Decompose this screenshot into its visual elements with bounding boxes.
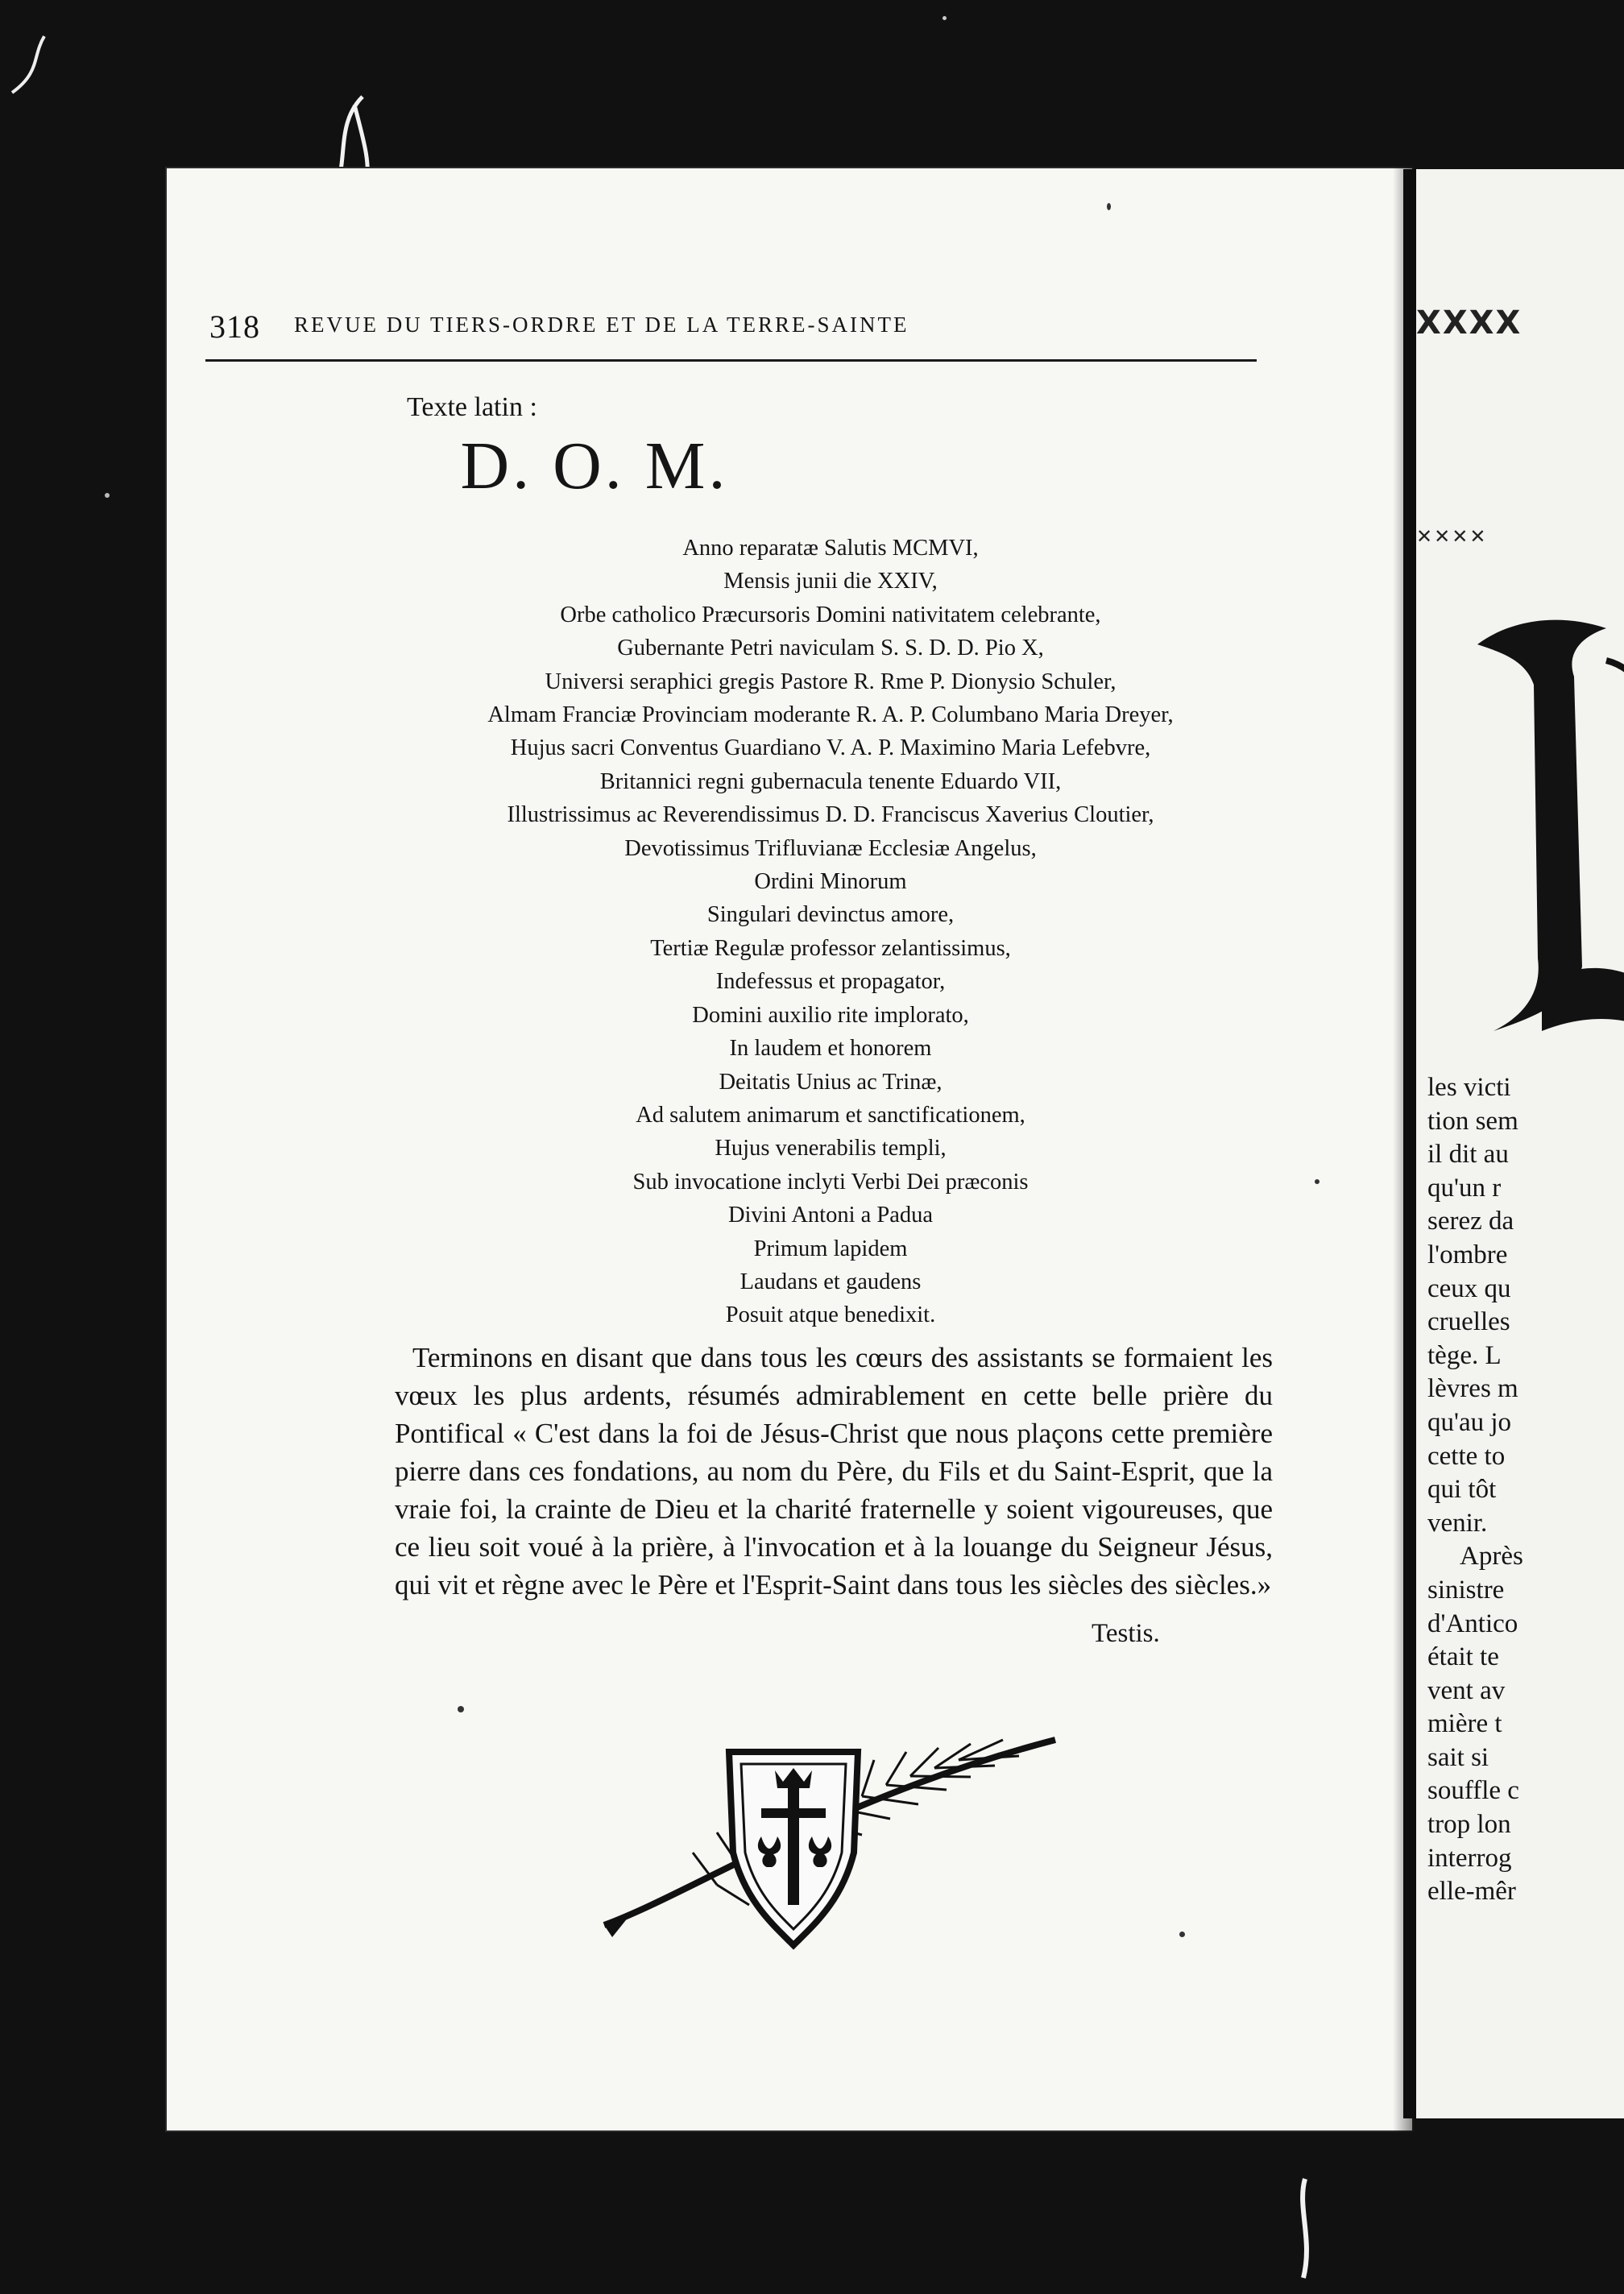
text-line: cette to xyxy=(1427,1441,1506,1471)
running-head xyxy=(209,308,1257,356)
scan-speck xyxy=(1179,1932,1185,1937)
shield-palm-emblem-icon xyxy=(596,1732,1063,1957)
inscription-line: Singulari devinctus amore, xyxy=(706,902,955,928)
text-line: venir. xyxy=(1427,1508,1488,1538)
inscription-line: Anno reparatæ Salutis MCMVI, xyxy=(682,536,979,561)
inscription-line: Tertiæ Regulæ professor zelantissimus, xyxy=(650,935,1011,961)
text-line: qu'au jo xyxy=(1427,1407,1512,1437)
text-line: était te xyxy=(1427,1642,1499,1672)
text-line: mière t xyxy=(1427,1709,1502,1739)
header-rule xyxy=(205,359,1257,362)
inscription-line: Ordini Minorum xyxy=(754,869,907,895)
text-line: les victi xyxy=(1427,1073,1511,1102)
inscription-line: Mensis junii die XXIV, xyxy=(723,569,938,594)
text-line: d'Antico xyxy=(1427,1609,1518,1638)
scan-speck xyxy=(105,493,110,498)
inscription-line: Domini auxilio rite implorato, xyxy=(692,1002,969,1028)
drop-cap-ornament-icon xyxy=(1445,612,1624,1047)
scan-speck xyxy=(1315,1179,1320,1184)
inscription-line: Posuit atque benedixit. xyxy=(725,1302,936,1328)
ornament-band-small: ✕✕✕✕ xyxy=(1416,525,1488,548)
ornament-band: XXXX xyxy=(1416,304,1522,342)
text-line: Après xyxy=(1460,1542,1523,1571)
text-line: trop lon xyxy=(1427,1810,1511,1840)
text-line: sait si xyxy=(1427,1742,1489,1772)
dom-title: D. O. M. xyxy=(460,429,729,503)
scan-speck xyxy=(1107,203,1111,210)
inscription-line: Devotissimus Trifluvianæ Ecclesiæ Angelus, xyxy=(624,835,1037,861)
signature: Testis. xyxy=(1092,1619,1160,1648)
scan-mark xyxy=(1289,2175,1321,2280)
latin-inscription xyxy=(375,532,1286,1332)
closing-paragraph: Terminons en disant que dans tous les cœurs des assistants se formaient les vœux les plus ardents, résumés admirablement en cette belle prière du Pontifical « C'est dans la foi de Jésus-Christ que nous plaçons cette première pierre dans ces fondations, au nom du Père, du Fils et du Saint-Esprit, que la vraie foi, la crainte de Dieu et la charité fraternelle y soient vigoureuses, que ce lieu soit voué à la prière, à l'invocation et à la louange du Seigneur Jésus, qui vit et règne avec le Père et l'Esprit-Saint dans tous les siècles des siècles.» xyxy=(395,1342,1273,1600)
inscription-line: Hujus sacri Conventus Guardiano V. A. P. Maximino Maria Lefebvre, xyxy=(510,735,1151,761)
text-line: lèvres m xyxy=(1427,1374,1518,1404)
text-line: tion sem xyxy=(1427,1106,1518,1136)
running-title: REVUE DU TIERS-ORDRE ET DE LA TERRE-SAINTE xyxy=(294,313,909,337)
inscription-line: Hujus venerabilis templi, xyxy=(715,1136,947,1161)
text-line: qu'un r xyxy=(1427,1173,1502,1203)
text-line: sinistre xyxy=(1427,1575,1505,1605)
inscription-line: Sub invocatione inclyti Verbi Dei præconis xyxy=(632,1169,1029,1195)
dom-title-row xyxy=(0,427,1624,505)
inscription-line: Gubernante Petri naviculam S. S. D. D. Pio X, xyxy=(617,636,1044,661)
inscription-line: Universi seraphici gregis Pastore R. Rme P. Dionysio Schuler, xyxy=(545,669,1116,694)
scan-speck xyxy=(458,1706,464,1712)
inscription-line: Almam Franciæ Provinciam moderante R. A. P. Columbano Maria Dreyer, xyxy=(487,702,1174,728)
inscription-line: Deitatis Unius ac Trinæ, xyxy=(719,1069,942,1095)
text-line: qui tôt xyxy=(1427,1475,1497,1505)
scan-speck xyxy=(942,16,947,20)
text-line: ceux qu xyxy=(1427,1273,1511,1303)
text-line: serez da xyxy=(1427,1207,1514,1236)
right-page-text xyxy=(1427,1071,1624,1909)
text-line: il dit au xyxy=(1427,1140,1509,1170)
inscription-line: Laudans et gaudens xyxy=(740,1269,922,1294)
inscription-line: Orbe catholico Præcursoris Domini nativitatem celebrante, xyxy=(560,602,1101,627)
text-line: interrog xyxy=(1427,1843,1512,1873)
text-line: vent av xyxy=(1427,1675,1506,1705)
inscription-line: Divini Antoni a Padua xyxy=(727,1203,934,1228)
scan-mark xyxy=(8,32,56,97)
page-number: 318 xyxy=(209,308,260,345)
text-line: elle-mêr xyxy=(1427,1877,1516,1907)
intro-label: Texte latin : xyxy=(407,392,537,422)
inscription-line: Illustrissimus ac Reverendissimus D. D. Franciscus Xaverius Cloutier, xyxy=(507,802,1154,828)
inscription-line: Ad salutem animarum et sanctificationem, xyxy=(636,1102,1025,1128)
inscription-line: Britannici regni gubernacula tenente Eduardo VII, xyxy=(599,768,1062,794)
inscription-line: In laudem et honorem xyxy=(729,1036,932,1062)
text-line: souffle c xyxy=(1427,1776,1519,1806)
inscription-line: Primum lapidem xyxy=(753,1236,908,1261)
text-line: tège. L xyxy=(1427,1340,1502,1370)
inscription-line: Indefessus et propagator, xyxy=(715,969,946,995)
text-line: cruelles xyxy=(1427,1307,1510,1337)
text-line: l'ombre xyxy=(1427,1240,1508,1269)
